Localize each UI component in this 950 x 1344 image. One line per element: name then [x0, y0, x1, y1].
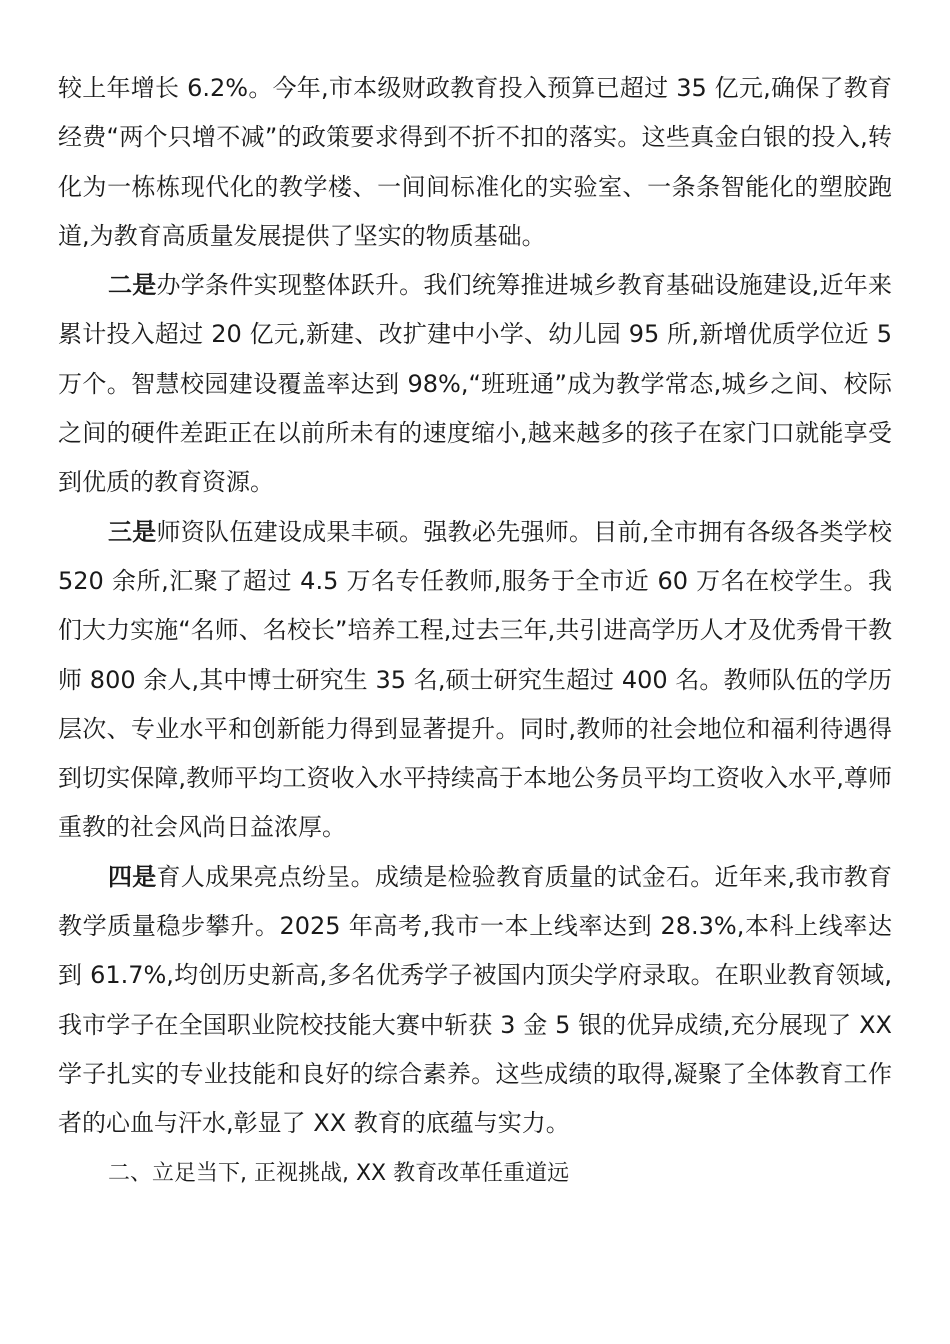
paragraph-text: 办学条件实现整体跃升。我们统筹推进城乡教育基础设施建设,近年来累计投入超过 20 亿元,新建、改扩建中小学、幼儿园 95 所,新增优质学位近 5 万个。智慧校园建设覆盖率达到 98%,“班班通”成为教学常态,城乡之间、校际之间的硬件差距正在以前所未有的速度缩小,越来越多的孩子在家门口就能享受到优质的教育资源。: [58, 271, 892, 497]
section-heading: 二、立足当下, 正视挑战, XX 教育改革任重道远: [108, 1160, 570, 1186]
paragraph-text: 较上年增长 6.2%。今年,市本级财政教育投入预算已超过 35 亿元,确保了教育经费“两个只增不减”的政策要求得到不折不扣的落实。这些真金白银的投入,转化为一栋栋现代化的教学楼、一间间标准化的实验室、一条条智能化的塑胶跑道,为教育高质量发展提供了坚实的物质基础。: [58, 74, 892, 250]
paragraph-fourth: [58, 853, 892, 1149]
paragraph-continuation: [58, 64, 892, 261]
paragraph-lead: 四是: [108, 862, 157, 891]
paragraph-third: [58, 508, 892, 853]
paragraph-lead: 二是: [108, 271, 157, 300]
document-page: [58, 64, 892, 1198]
paragraph-lead: 三是: [108, 517, 157, 546]
paragraph-second: [58, 261, 892, 507]
paragraph-text: 师资队伍建设成果丰硕。强教必先强师。目前,全市拥有各级各类学校 520 余所,汇聚了超过 4.5 万名专任教师,服务于全市近 60 万名在校学生。我们大力实施“名师、名校长”培养工程,过去三年,共引进高学历人才及优秀骨干教师 800 余人,其中博士研究生 35 名,硕士研究生超过 400 名。教师队伍的学历层次、专业水平和创新能力得到显著提升。同时,教师的社会地位和福利待遇得到切实保障,教师平均工资收入水平持续高于本地公务员平均工资收入水平,尊师重教的社会风尚日益浓厚。: [58, 517, 892, 842]
paragraph-text: 育人成果亮点纷呈。成绩是检验教育质量的试金石。近年来,我市教育教学质量稳步攀升。2025 年高考,我市一本上线率达到 28.3%,本科上线率达到 61.7%,均创历史新高,多名优秀学子被国内顶尖学府录取。在职业教育领域,我市学子在全国职业院校技能大赛中斩获 3 金 5 银的优异成绩,充分展现了 XX 学子扎实的专业技能和良好的综合素养。这些成绩的取得,凝聚了全体教育工作者的心血与汗水,彰显了 XX 教育的底蕴与实力。: [58, 862, 892, 1138]
